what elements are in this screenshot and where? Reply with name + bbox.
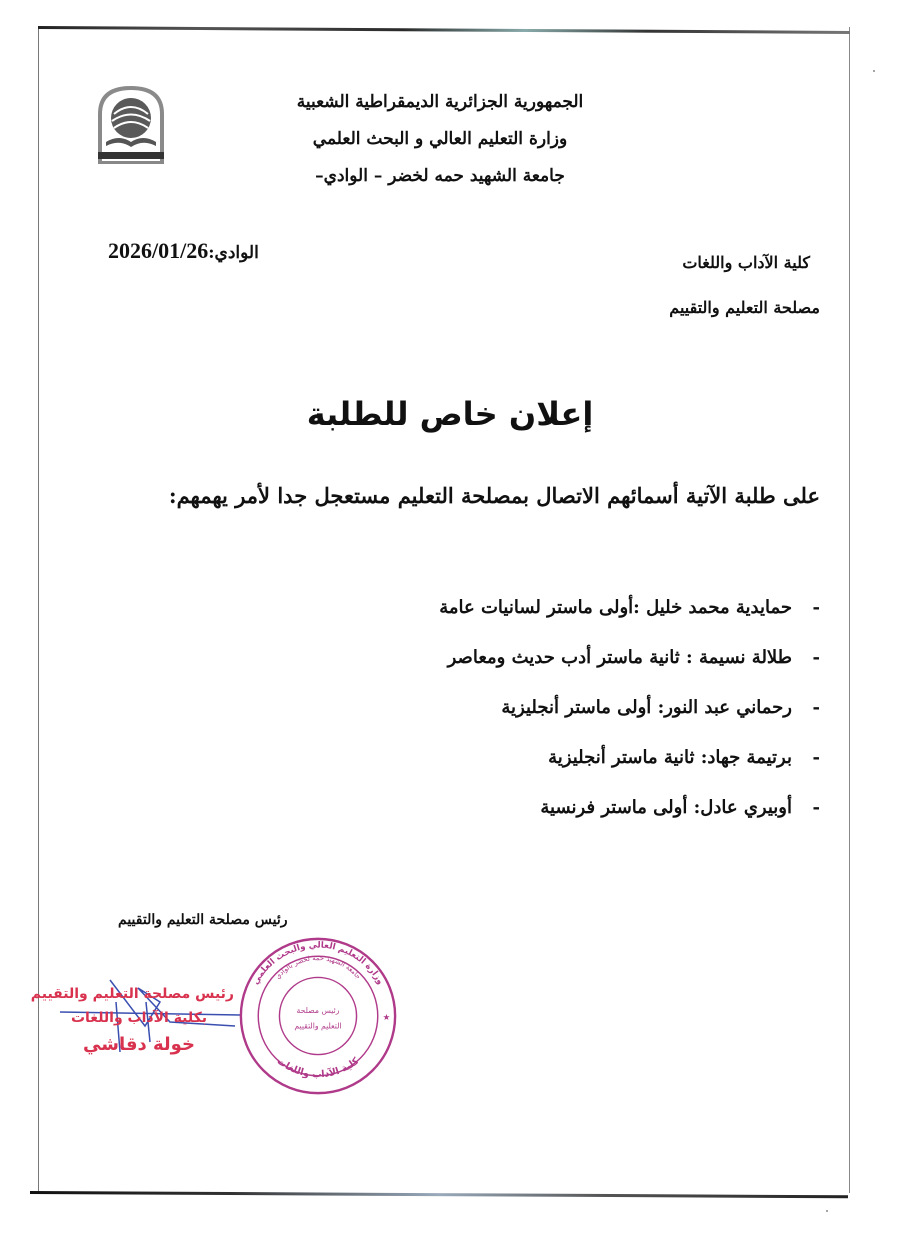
header-republic: الجمهورية الجزائرية الديمقراطية الشعبية bbox=[296, 92, 584, 112]
list-bullet: - bbox=[812, 797, 820, 818]
date-value: 2026/01/26 bbox=[108, 238, 209, 263]
scan-speck bbox=[826, 1210, 828, 1212]
seal-inner-text: جامعة الشهيد حمه لخضر بالوادي bbox=[273, 954, 363, 981]
svg-text:كلية الآداب واللغات bbox=[275, 1055, 362, 1080]
header-university: جامعة الشهيد حمه لخضر – الوادي– bbox=[315, 166, 565, 186]
seal-center-line2: التعليم والتقييم bbox=[294, 1021, 342, 1031]
stamp-name: خولة دقاشي bbox=[83, 1034, 195, 1055]
seal-bottom-text: كلية الآداب واللغات bbox=[274, 1055, 362, 1081]
seal-outer-text: وزارة التعليم العالي والبحث العلمي bbox=[250, 940, 386, 987]
date-label: الوادي: bbox=[208, 243, 259, 263]
student-entry: أوبيري عادل: أولى ماستر فرنسية bbox=[540, 797, 792, 818]
signature-title: رئيس مصلحة التعليم والتقييم bbox=[118, 912, 288, 928]
stamp-line-faculty: بكلية الآداب واللغات bbox=[70, 1010, 208, 1026]
list-bullet: - bbox=[812, 747, 820, 768]
stamp-line-title: رئيس مصلحة التعليم والتقييم bbox=[30, 986, 234, 1002]
list-item bbox=[439, 740, 820, 790]
seal-star-icon: ★ bbox=[382, 1012, 391, 1023]
list-bullet: - bbox=[812, 597, 820, 618]
university-logo-icon bbox=[92, 84, 170, 170]
header-ministry: وزارة التعليم العالي و البحث العلمي bbox=[312, 129, 568, 149]
stamp-block bbox=[30, 982, 234, 1060]
student-entry: حمايدية محمد خليل :أولى ماستر لسانيات عامة bbox=[439, 597, 792, 618]
official-seal-icon bbox=[238, 936, 398, 1096]
list-item bbox=[439, 790, 820, 840]
student-entry: طلالة نسيمة : ثانية ماستر أدب حديث ومعاصر bbox=[447, 647, 792, 668]
student-entry: رحماني عبد النور: أولى ماستر أنجليزية bbox=[501, 697, 792, 718]
service-name: مصلحة التعليم والتقييم bbox=[669, 298, 820, 317]
seal-center-line1: رئيس مصلحة bbox=[296, 1006, 340, 1016]
list-item bbox=[439, 640, 820, 690]
list-item bbox=[439, 590, 820, 640]
student-list bbox=[439, 590, 820, 840]
list-bullet: - bbox=[812, 697, 820, 718]
student-entry: برتيمة جهاد: ثانية ماستر أنجليزية bbox=[548, 747, 792, 768]
list-bullet: - bbox=[812, 647, 820, 668]
list-item bbox=[439, 690, 820, 740]
date-line bbox=[108, 238, 259, 264]
institution-header bbox=[270, 84, 610, 195]
faculty-name: كلية الآداب واللغات bbox=[682, 253, 810, 272]
scan-speck bbox=[873, 70, 875, 72]
announcement-intro: على طلبة الآتية أسمائهم الاتصال بمصلحة التعليم مستعجل جدا لأمر يهمهم: bbox=[168, 483, 820, 508]
announcement-title: إعلان خاص للطلبة bbox=[306, 395, 594, 433]
